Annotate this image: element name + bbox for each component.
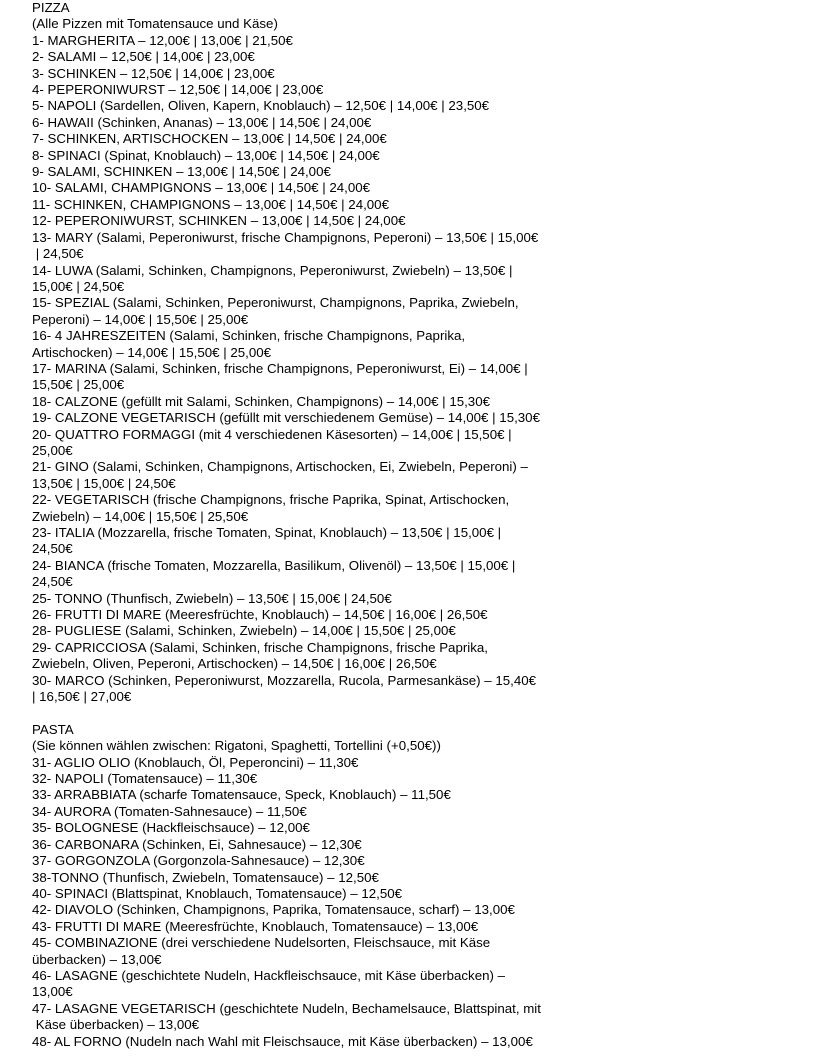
menu-document [32,0,612,1050]
pizza-menu-item: 21- GINO (Salami, Schinken, Champignons, Artischocken, Ei, Zwiebeln, Peperoni) – 13,50€ | 15,00€ | 24,50€ [32,459,528,491]
pasta-menu-item: 34- AURORA (Tomaten-Sahnesauce) – 11,50€ [32,803,307,819]
pizza-menu-item: 11- SCHINKEN, CHAMPIGNONS – 13,00€ | 14,50€ | 24,00€ [32,196,389,212]
pizza-menu-item: 6- HAWAII (Schinken, Ananas) – 13,00€ | 14,50€ | 24,00€ [32,114,372,130]
pizza-menu-item: 3- SCHINKEN – 12,50€ | 14,00€ | 23,00€ [32,65,275,81]
section-note-pizza: (Alle Pizzen mit Tomatensauce und Käse) [32,16,278,32]
pasta-menu-item: 35- BOLOGNESE (Hackfleischsauce) – 12,00€ [32,820,310,836]
pasta-menu-item: 45- COMBINAZIONE (drei verschiedene Nudelsorten, Fleischsauce, mit Käse überbacken) – 13,00€ [32,935,491,967]
pasta-menu-item: 31- AGLIO OLIO (Knoblauch, Öl, Peperoncini) – 11,30€ [32,754,359,770]
section-spacer [32,705,612,721]
pasta-menu-item: 42- DIAVOLO (Schinken, Champignons, Paprika, Tomatensauce, scharf) – 13,00€ [32,902,515,918]
pizza-menu-item: 9- SALAMI, SCHINKEN – 13,00€ | 14,50€ | 24,00€ [32,164,331,180]
pizza-menu-item: 20- QUATTRO FORMAGGI (mit 4 verschiedenen Käsesorten) – 14,00€ | 15,50€ | 25,00€ [32,426,512,458]
pizza-section [32,0,612,705]
pasta-menu-item: 37- GORGONZOLA (Gorgonzola-Sahnesauce) – 12,30€ [32,853,365,869]
pizza-menu-item: 10- SALAMI, CHAMPIGNONS – 13,00€ | 14,50€ | 24,00€ [32,180,371,196]
pizza-menu-item: 1- MARGHERITA – 12,00€ | 13,00€ | 21,50€ [32,32,293,48]
section-title-pasta: PASTA [32,721,74,737]
pizza-menu-item: 15- SPEZIAL (Salami, Schinken, Peperoniwurst, Champignons, Paprika, Zwiebeln, Peperoni) – 14,00€ | 15,50€ | 25,00€ [32,295,519,327]
pizza-menu-item: 5- NAPOLI (Sardellen, Oliven, Kapern, Knoblauch) – 12,50€ | 14,00€ | 23,50€ [32,98,490,114]
pizza-menu-item: 18- CALZONE (gefüllt mit Salami, Schinken, Champignons) – 14,00€ | 15,30€ [32,393,490,409]
pizza-menu-item: 8- SPINACI (Spinat, Knoblauch) – 13,00€ | 14,50€ | 24,00€ [32,147,380,163]
pasta-menu-item: 36- CARBONARA (Schinken, Ei, Sahnesauce) – 12,30€ [32,836,362,852]
pasta-menu-item: 32- NAPOLI (Tomatensauce) – 11,30€ [32,771,258,787]
pasta-menu-item: 40- SPINACI (Blattspinat, Knoblauch, Tomatensauce) – 12,50€ [32,885,403,901]
pizza-menu-item: 30- MARCO (Schinken, Peperoniwurst, Mozzarella, Rucola, Parmesankäse) – 15,40€ | 16,50€ | 27,00€ [32,672,537,705]
pizza-menu-item: 17- MARINA (Salami, Schinken, frische Champignons, Peperoniwurst, Ei) – 14,00€ | 15,50€ | 25,00€ [32,360,528,393]
pasta-section [32,722,612,1050]
pizza-menu-item: 12- PEPERONIWURST, SCHINKEN – 13,00€ | 14,50€ | 24,00€ [32,213,406,229]
pasta-menu-item: 38-TONNO (Thunfisch, Zwiebeln, Tomatensauce) – 12,50€ [32,869,379,885]
pizza-menu-item: 25- TONNO (Thunfisch, Zwiebeln) – 13,50€ | 15,00€ | 24,50€ [32,590,392,606]
pizza-menu-item: 23- ITALIA (Mozzarella, frische Tomaten, Spinat, Knoblauch) – 13,50€ | 15,00€ | 24,50€ [32,525,502,557]
pizza-menu-item: 19- CALZONE VEGETARISCH (gefüllt mit verschiedenem Gemüse) – 14,00€ | 15,30€ [32,410,540,426]
pizza-menu-item: 14- LUWA (Salami, Schinken, Champignons, Peperoniwurst, Zwiebeln) – 13,50€ | 15,00€ | 24,50€ [32,262,513,294]
pasta-menu-item: 46- LASAGNE (geschichtete Nudeln, Hackfleischsauce, mit Käse überbacken) – 13,00€ [32,967,506,1000]
pasta-menu-item: 33- ARRABBIATA (scharfe Tomatensauce, Speck, Knoblauch) – 11,50€ [32,787,451,803]
section-note-pasta: (Sie können wählen zwischen: Rigatoni, Spaghetti, Tortellini (+0,50€)) [32,738,441,754]
pizza-menu-item: 24- BIANCA (frische Tomaten, Mozzarella, Basilikum, Olivenöl) – 13,50€ | 15,00€ | 24,50€ [32,557,516,590]
pasta-menu-item: 47- LASAGNE VEGETARISCH (geschichtete Nudeln, Bechamelsauce, Blattspinat, mit Käse überbacken) – 13,00€ [32,1000,541,1033]
pasta-menu-item: 43- FRUTTI DI MARE (Meeresfrüchte, Knoblauch, Tomatensauce) – 13,00€ [32,918,479,934]
pizza-menu-item: 26- FRUTTI DI MARE (Meeresfrüchte, Knoblauch) – 14,50€ | 16,00€ | 26,50€ [32,607,488,623]
section-title-pizza: PIZZA [32,0,70,15]
pasta-menu-item: 48- AL FORNO (Nudeln nach Wahl mit Fleischsauce, mit Käse überbacken) – 13,00€ [32,1033,533,1049]
pizza-menu-item: 13- MARY (Salami, Peperoniwurst, frische Champignons, Peperoni) – 13,50€ | 15,00€ | 24,50€ [32,229,539,262]
pizza-menu-item: 28- PUGLIESE (Salami, Schinken, Zwiebeln) – 14,00€ | 15,50€ | 25,00€ [32,623,456,639]
pizza-menu-item: 7- SCHINKEN, ARTISCHOCKEN – 13,00€ | 14,50€ | 24,00€ [32,131,387,147]
pizza-menu-item: 29- CAPRICCIOSA (Salami, Schinken, frische Champignons, frische Paprika, Zwiebeln, Oliven, Peperoni, Artischocken) – 14,50€ | 16,00€ | 26,50€ [32,639,488,672]
pizza-menu-item: 4- PEPERONIWURST – 12,50€ | 14,00€ | 23,00€ [32,82,324,98]
pizza-menu-item: 16- 4 JAHRESZEITEN (Salami, Schinken, frische Champignons, Paprika, Artischocken) – 14,00€ | 15,50€ | 25,00€ [32,328,466,360]
pizza-menu-item: 2- SALAMI – 12,50€ | 14,00€ | 23,00€ [32,49,255,65]
pizza-item-list [32,33,612,706]
pizza-menu-item: 22- VEGETARISCH (frische Champignons, frische Paprika, Spinat, Artischocken, Zwiebeln) – 14,00€ | 15,50€ | 25,50€ [32,492,510,524]
pasta-item-list [32,755,612,1050]
